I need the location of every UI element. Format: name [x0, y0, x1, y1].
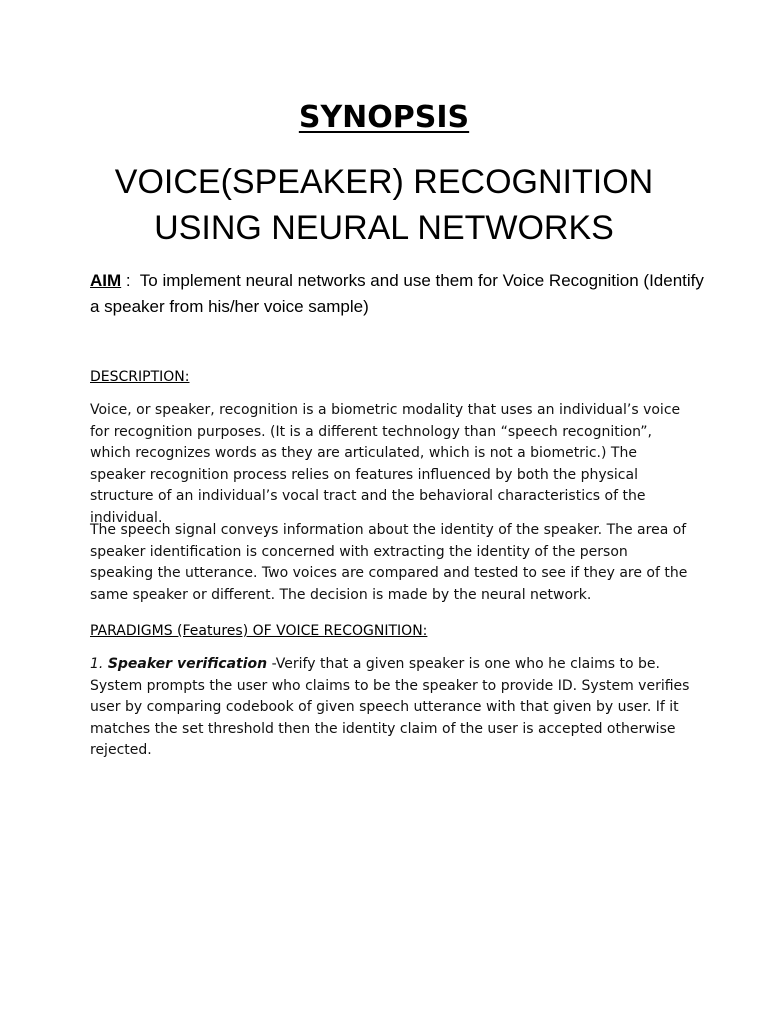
- title-line-2: USING NEURAL NETWORKS: [154, 209, 614, 247]
- description-paragraph-1: Voice, or speaker, recognition is a biometric modality that uses an individual’s voice for recognition purposes. (It is a different technology than “speech recognition”, which recognizes words as they are articulated, which is not a biometric.) The speaker recognition process relies on features influenced by both the physical structure of an individual’s vocal tract and the behavioral characteristics of the individual.: [90, 402, 681, 526]
- aim-label: AIM: [90, 271, 122, 290]
- aim-separator: :: [121, 271, 140, 290]
- title-line-1: VOICE(SPEAKER) RECOGNITION: [114, 163, 654, 201]
- paradigms-heading: PARADIGMS (Features) OF VOICE RECOGNITION:: [90, 623, 428, 639]
- aim-statement: [90, 268, 710, 320]
- paradigm-term: Speaker verification: [107, 656, 268, 672]
- description-heading: DESCRIPTION:: [90, 369, 190, 385]
- document-title: [0, 159, 768, 251]
- paradigm-speaker-verification: [90, 654, 690, 762]
- synopsis-heading: SYNOPSIS: [298, 100, 470, 135]
- aim-text: To implement neural networks and use them for Voice Recognition (Identify a speaker from his/her voice sample): [90, 271, 704, 316]
- paradigm-number: 1.: [90, 656, 104, 672]
- description-paragraph-2: The speech signal conveys information about the identity of the speaker. The area of speaker identification is concerned with extracting the identity of the person speaking the utterance. Two voices are compared and tested to see if they are of the same speaker or different. The decision is made by the neural network.: [90, 522, 688, 603]
- paradigm-text: -Verify that a given speaker is one who he claims to be. System prompts the user who claims to be the speaker to provide ID. System verifies user by comparing codebook of given speech utterance with that given by user. If it matches the set threshold then the identity claim of the user is accepted otherwise rejected.: [90, 656, 690, 758]
